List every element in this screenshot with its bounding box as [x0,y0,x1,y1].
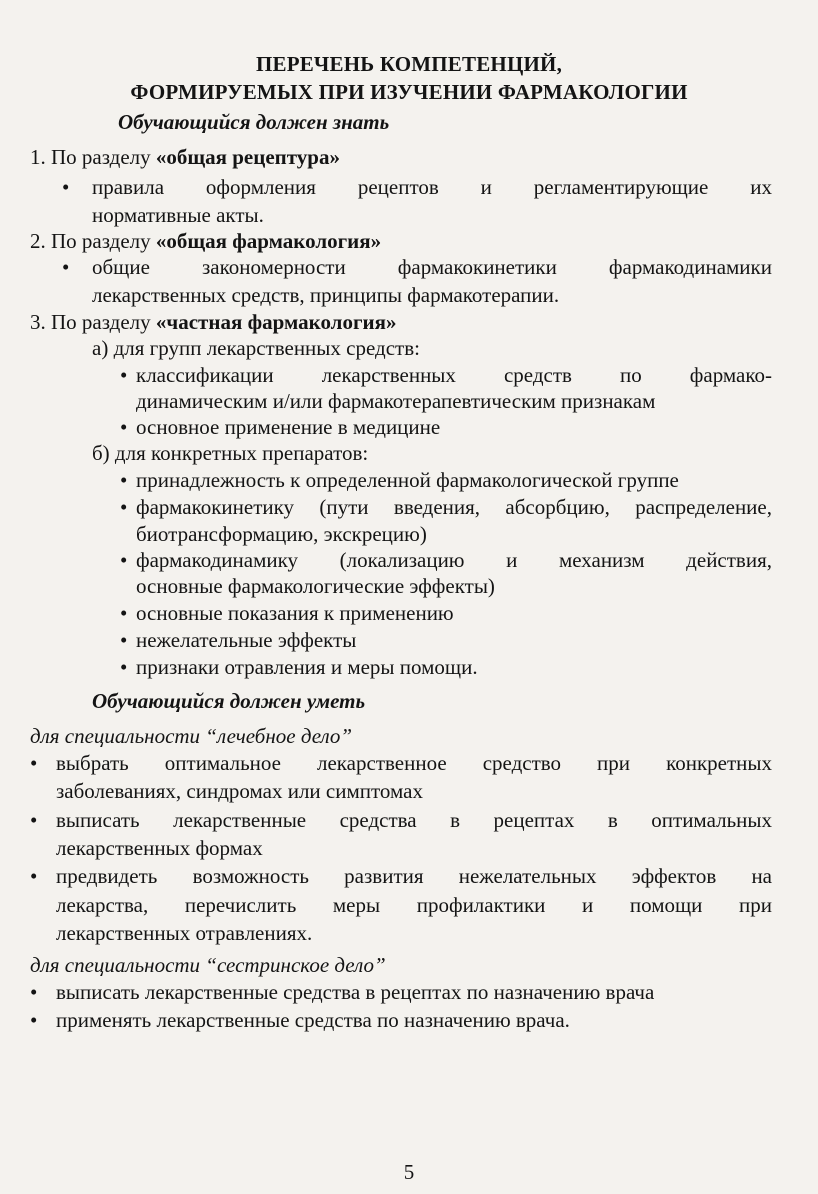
able-heading: Обучающийся должен уметь [92,689,366,713]
title-line-1: ПЕРЕЧЕНЬ КОМПЕТЕНЦИЙ, [255,52,563,76]
section-3-prefix: 3. По разделу [30,310,156,334]
s3-b-item2-line2: биотрансформацию, экскрецию) [136,522,427,546]
s1-item1-line2: нормативные акты. [92,203,264,227]
section-1-name: «общая рецептура» [155,145,340,169]
section-1-heading [30,145,340,170]
bullet: • [120,363,128,387]
sp2-item1: выписать лекарственные средства в рецептах по назначению врача [56,980,655,1004]
title-line-2: ФОРМИРУЕМЫХ ПРИ ИЗУЧЕНИИ ФАРМАКОЛОГИИ [130,80,688,104]
know-heading: Обучающийся должен знать [118,110,390,134]
bullet: • [120,628,128,652]
s3-a-item2: основное применение в медицине [136,415,441,439]
specialty-1-heading: для специальности “лечебное дело” [30,724,353,748]
section-3-heading [30,310,396,335]
sp1-item1-line2: заболеваниях, синдромах или симптомах [56,779,423,803]
bullet: • [62,175,70,199]
sp1-item3-line2: лекарства, перечислить меры профилактики и помощи при [56,893,772,917]
s3-b-item5: нежелательные эффекты [136,628,357,652]
section-1-prefix: 1. По разделу [30,145,156,169]
s3-b-item3-line1: фармакодинамику (локализацию и механизм действия, [136,548,772,572]
bullet: • [120,495,128,519]
specialty-2-heading: для специальности “сестринское дело” [30,953,386,977]
sp1-item2-line2: лекарственных формах [56,836,263,860]
bullet: • [120,601,128,625]
sp1-item3-line3: лекарственных отравлениях. [56,921,313,945]
s2-item1-line2: лекарственных средств, принципы фармакотерапии. [92,283,560,307]
bullet: • [30,751,38,775]
bullet: • [120,415,128,439]
bullet: • [30,1008,38,1032]
sp1-item1-line1: выбрать оптимальное лекарственное средство при конкретных [56,751,772,775]
section-3-name: «частная фармакология» [155,310,397,334]
bullet: • [120,468,128,492]
s3-b-item1: принадлежность к определенной фармакологической группе [136,468,679,492]
bullet: • [30,864,38,888]
bullet: • [62,255,70,279]
s3-subsection-a: а) для групп лекарственных средств: [92,336,420,360]
s3-b-item2-line1: фармакокинетику (пути введения, абсорбцию, распределение, [136,495,772,519]
section-2-prefix: 2. По разделу [30,229,156,253]
sp1-item3-line1: предвидеть возможность развития нежелательных эффектов на [56,864,772,888]
sp2-item2: применять лекарственные средства по назначению врача. [56,1008,570,1032]
section-2-heading [30,229,381,254]
s2-item1-line1: общие закономерности фармакокинетики фармакодинамики [92,255,772,279]
bullet: • [30,980,38,1004]
page-number: 5 [403,1160,415,1184]
s3-a-item1-line1: классификации лекарственных средств по фармако- [136,363,772,387]
s3-b-item6: признаки отравления и меры помощи. [136,655,478,679]
s3-subsection-b: б) для конкретных препаратов: [92,441,369,465]
s1-item1-line1: правила оформления рецептов и регламентирующие их [92,175,772,199]
s3-a-item1-line2: динамическим и/или фармакотерапевтическим признакам [136,389,656,413]
section-2-name: «общая фармакология» [155,229,382,253]
bullet: • [120,548,128,572]
s3-b-item3-line2: основные фармакологические эффекты) [136,574,495,598]
bullet: • [30,808,38,832]
s3-b-item4: основные показания к применению [136,601,454,625]
bullet: • [120,655,128,679]
sp1-item2-line1: выписать лекарственные средства в рецептах в оптимальных [56,808,772,832]
